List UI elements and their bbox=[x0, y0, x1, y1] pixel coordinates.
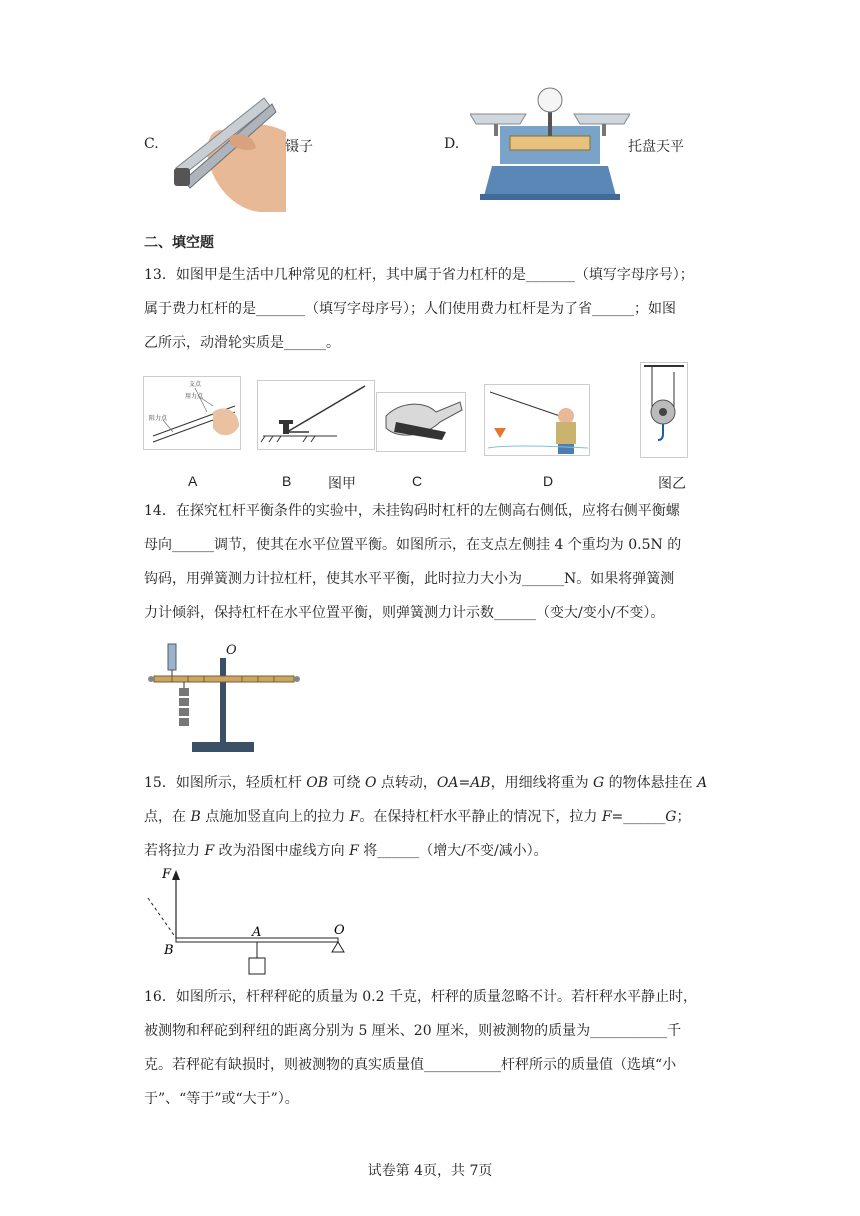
option-c-name: 镊子 bbox=[285, 139, 313, 155]
page-footer: 试卷第 4页，共 7页 bbox=[367, 1163, 493, 1179]
fig-label-jia: 图甲 bbox=[328, 475, 356, 491]
q15-line-3: 若将拉力 F 改为沿图中虚线方向 F 将______（增大/不变/减小）。 bbox=[144, 843, 548, 859]
fig-label-a: A bbox=[188, 473, 198, 489]
option-d-name: 托盘天平 bbox=[628, 139, 684, 155]
q16-line-4: 于”、“等于”或“大于”）。 bbox=[144, 1091, 299, 1107]
fig-label-d: D bbox=[543, 473, 554, 489]
figure-lever-diagram bbox=[140, 862, 356, 982]
chopstick-load-label: 阻力点 bbox=[149, 415, 168, 422]
q13-line-1: 13．如图甲是生活中几种常见的杠杆，其中属于省力杠杆的是_______（填写字母序号）； bbox=[144, 267, 694, 283]
lever-pivot-o-label: O bbox=[226, 643, 237, 658]
fig-label-c: C bbox=[412, 473, 423, 489]
q15-line-1: 15．如图所示，轻质杠杆 OB 可绕 O 点转动，OA=AB，用细线将重为 G 的物体悬挂在 A bbox=[144, 775, 708, 791]
tweezers-image bbox=[168, 92, 288, 214]
q16-line-3: 克。若秤砣有缺损时，则被测物的真实质量值___________杆秤所示的质量值（选填“小 bbox=[144, 1057, 677, 1073]
q16-line-2: 被测物和秤砣到秤纽的距离分别为 5 厘米、20 厘米，则被测物的质量为___________千 bbox=[144, 1023, 682, 1039]
q13-line-3: 乙所示，动滑轮实质是______。 bbox=[144, 335, 340, 351]
figure-pulley bbox=[640, 362, 688, 458]
chopstick-fulcrum-label: 支点 bbox=[189, 381, 202, 388]
q13-line-2: 属于费力杠杆的是_______（填写字母序号）；人们使用费力杠杆是为了省______；如图 bbox=[144, 301, 676, 317]
figure-lever-experiment bbox=[148, 638, 302, 756]
q16-line-1: 16．如图所示，杆秤秤砣的质量为 0.2 千克，杆秤的质量忽略不计。若杆秤水平静止时， bbox=[144, 989, 697, 1005]
q14-line-4: 力计倾斜，保持杠杆在水平位置平衡，则弹簧测力计示数______（变大/变小/不变）。 bbox=[144, 605, 665, 621]
figure-fishing bbox=[484, 384, 590, 456]
lever-o-label: O bbox=[334, 923, 345, 938]
figure-chopsticks bbox=[143, 376, 241, 450]
q14-line-3: 钩码，用弹簧测力计拉杠杆，使其水平平衡，此时拉力大小为______N。如果将弹簧测 bbox=[144, 571, 675, 587]
lever-a-label: A bbox=[252, 925, 262, 940]
figure-crowbar bbox=[257, 380, 375, 450]
figure-pruners bbox=[376, 392, 466, 452]
q14-line-1: 14．在探究杠杆平衡条件的实验中，未挂钩码时杠杆的左侧高右侧低，应将右侧平衡螺 bbox=[144, 503, 680, 519]
lever-b-label: B bbox=[164, 943, 174, 958]
balance-image bbox=[470, 86, 630, 202]
q14-line-2: 母向______调节，使其在水平位置平衡。如图所示，在支点左侧挂 4 个重均为 0.5N 的 bbox=[144, 537, 682, 553]
fig-label-b: B bbox=[282, 473, 292, 489]
fig-label-yi: 图乙 bbox=[658, 475, 686, 491]
lever-f-label: F bbox=[162, 867, 172, 882]
section-title: 二、填空题 bbox=[144, 235, 214, 251]
chopstick-effort-label: 用力点 bbox=[185, 393, 204, 400]
option-d-letter: D. bbox=[444, 136, 460, 152]
option-c-letter: C. bbox=[144, 136, 159, 152]
q15-line-2: 点，在 B 点施加竖直向上的拉力 F。在保持杠杆水平静止的情况下，拉力 F=______G； bbox=[144, 809, 691, 825]
